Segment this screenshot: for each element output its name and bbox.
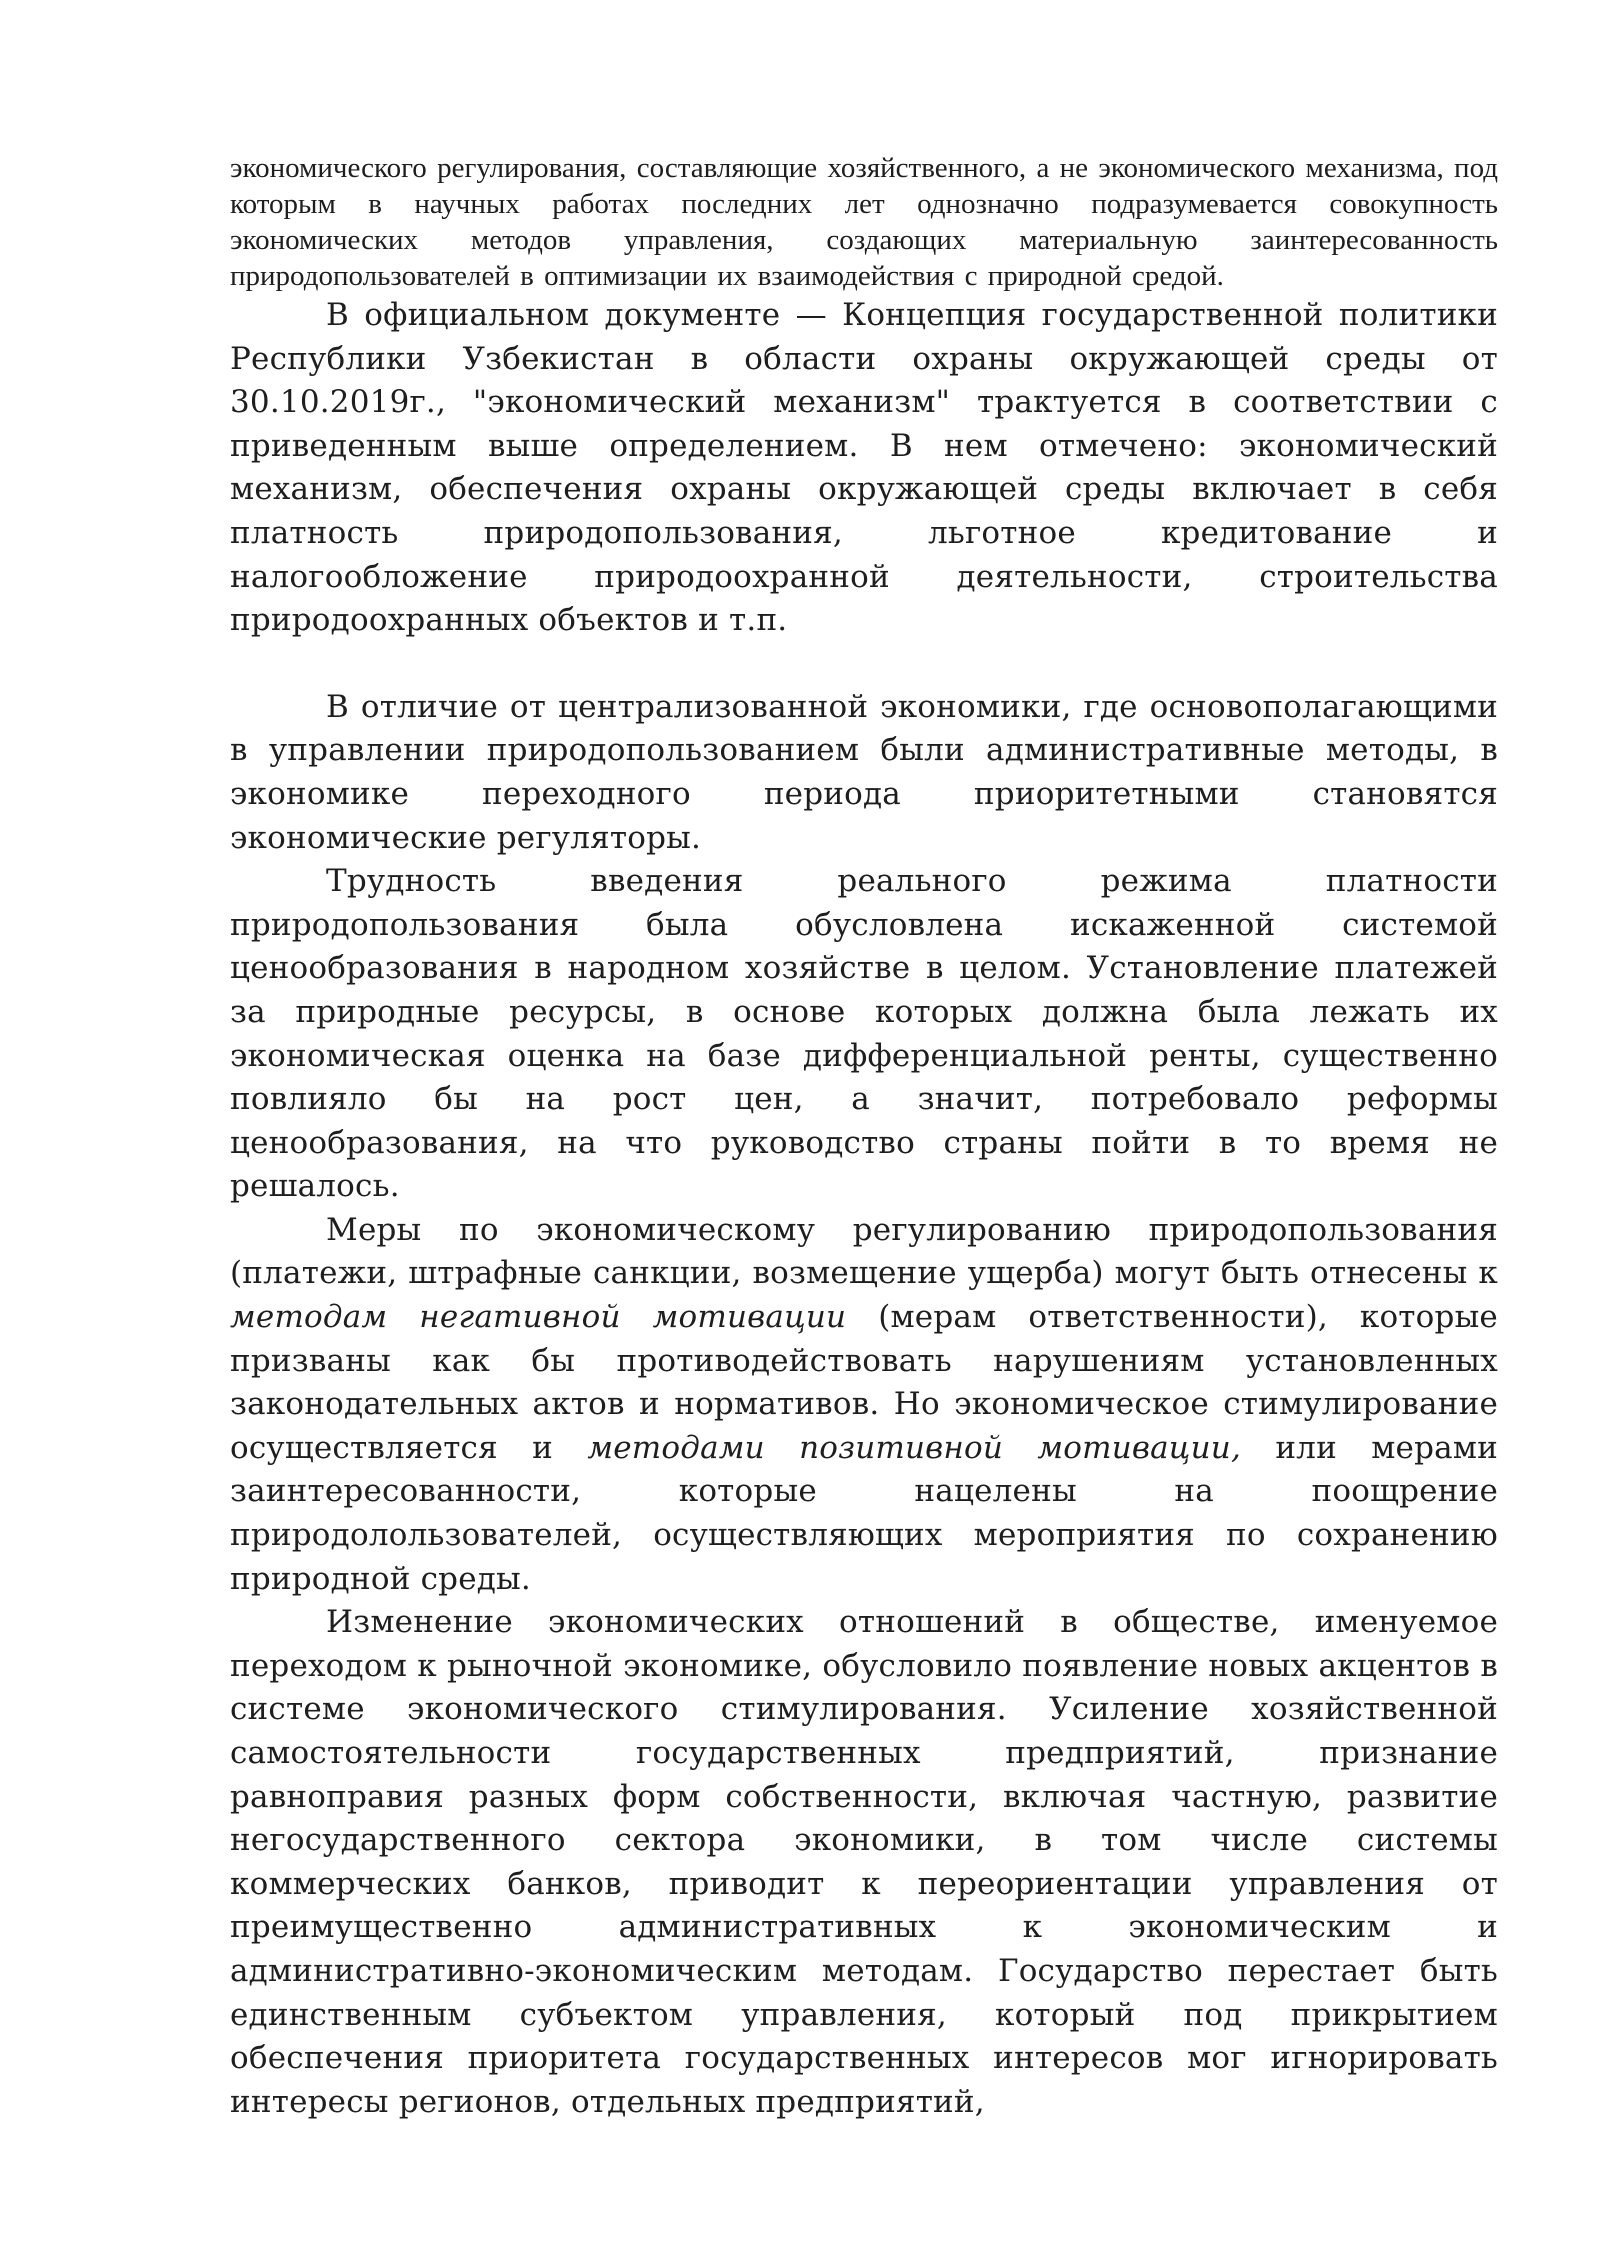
paragraph-gap (230, 643, 1498, 686)
negative-motivation-term: методам негативной мотивации (230, 1299, 847, 1336)
paragraph-market-transition: Изменение экономических отношений в обществе, именуемое переходом к рыночной экономике, обусловило появление новых акцентов в системе экономического стимулирования. Усиление хозяйственной самостоятельности государственных предприятий, признание равноправия разных форм собственности, включая частную, развитие негосударственного сектора экономики, в том числе системы коммерческих банков, приводит к переориентации управления от преимущественно административных к экономическим и административно-экономическим методам. Государство перестает быть единственным субъектом управления, который под прикрытием обеспечения приоритета государственных интересов мог игнорировать интересы регионов, отдельных предприятий, (230, 1604, 1498, 2120)
positive-motivation-term: методами позитивной мотивации, (587, 1429, 1242, 1466)
paragraph-centralized-economy: В отличие от централизованной экономики, где основополагающими в управлении природопользованием были административные методы, в экономике переходного периода приоритетными становятся экономические регуляторы. (230, 688, 1498, 856)
motivation-text-2: (мерам ответственности), которые призваны как бы противодействовать нарушениям установленных законодательных актов и нормативов. Но экономическое стимулирование осуществляется и (230, 1299, 1498, 1466)
motivation-text-3: или мерами заинтересованности, которые нацелены на поощрение природолользователей, осуществляющих мероприятия по сохранению природной среды. (230, 1429, 1498, 1597)
paragraph-payment-difficulty: Трудность введения реального режима платности природопользования была обусловлена искаженной системой ценообразования в народном хозяйстве в целом. Установление платежей за природные ресурсы, в основе которых должна была лежать их экономическая оценка на базе дифференциальной ренты, существенно повлияло бы на рост цен, а значит, потребовало реформы ценообразования, на что руководство страны пойти в то время не решалось. (230, 863, 1498, 1205)
document-page (230, 150, 1498, 2124)
paragraph-concept: В официальном документе — Концепция государственной политики Республики Узбекистан в области охраны окружающей среды от 30.10.2019г., "экономический механизм" трактуется в соответствии с приведенным выше определением. В нем отмечено: экономический механизм, обеспечения охраны окружающей среды включает в себя платность природопользования, льготное кредитование и налогообложение природоохранной деятельности, строительства природоохранных объектов и т.п. (230, 297, 1498, 639)
paragraph-motivation-methods (230, 1209, 1498, 1601)
motivation-text-1: Меры по экономическому регулированию природопользования (платежи, штрафные санкции, возмещение ущерба) могут быть отнесены к (230, 1211, 1498, 1292)
intro-fragment: экономического регулирования, составляющие хозяйственного, а не экономического механизма, под которым в научных работах последних лет однозначно подразумевается совокупность экономических методов управления, создающих материальную заинтересованность природопользователей в оптимизации их взаимодействия с природной средой. (230, 152, 1498, 292)
